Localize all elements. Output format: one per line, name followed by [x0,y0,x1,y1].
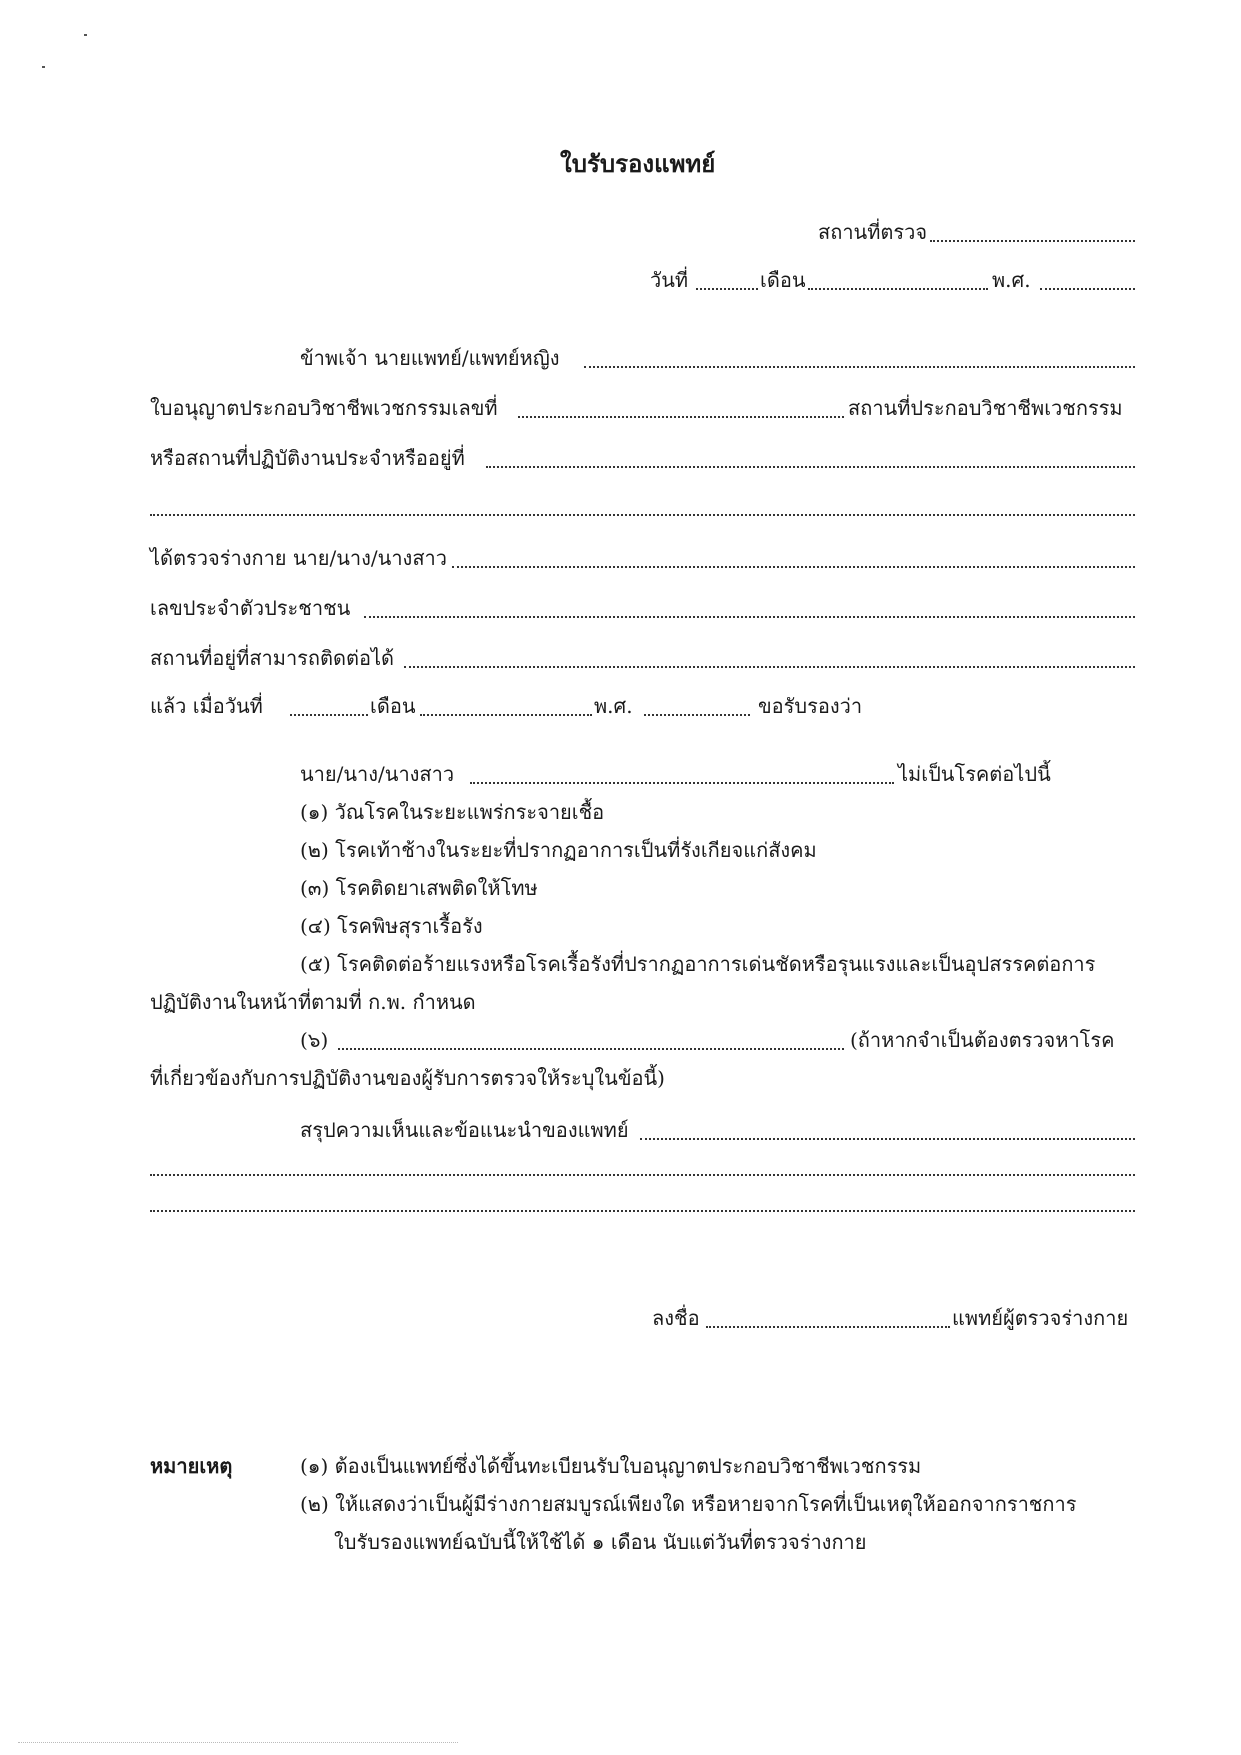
disease-item-6-continuation: ที่เกี่ยวข้องกับการปฏิบัติงานของผู้รับการตรวจให้ระบุในข้อนี้) [150,1066,665,1090]
summary-field-line3[interactable] [150,1210,1135,1212]
doctor-name-field[interactable] [584,366,1135,368]
remark-item: (๒) ให้แสดงว่าเป็นผู้มีร่างกายสมบูรณ์เพียงใด หรือหายจากโรคที่เป็นเหตุให้ออกจากราชการ [300,1492,1077,1516]
exam-place-label: สถานที่ตรวจ [818,220,928,244]
exam-month-field[interactable] [420,714,592,716]
disease-item-6-field[interactable] [338,1048,844,1050]
doctor-intro-label: ข้าพเจ้า นายแพทย์/แพทย์หญิง [300,346,560,370]
license-label: ใบอนุญาตประกอบวิชาชีพเวชกรรมเลขที่ [150,396,498,420]
page-title: ใบรับรองแพทย์ [560,149,716,178]
examined-label: ได้ตรวจร่างกาย นาย/นาง/นางสาว [150,546,447,570]
disease-item-continuation: ปฏิบัติงานในหน้าที่ตามที่ ก.พ. กำหนด [150,990,476,1014]
summary-field-line2[interactable] [150,1174,1135,1176]
disease-item: (๓) โรคติดยาเสพติดให้โทษ [300,876,538,900]
address-label: สถานที่อยู่ที่สามารถติดต่อได้ [150,646,395,670]
date-month-field[interactable] [808,288,988,290]
signature-field[interactable] [706,1326,950,1328]
date-day-field[interactable] [696,288,758,290]
disease-item: (๕) โรคติดต่อร้ายแรงหรือโรคเรื้อรังที่ปรากฏอาการเด่นชัดหรือรุนแรงและเป็นอุปสรรคต่อการ [300,952,1096,976]
disease-item-6-label: (๖) [300,1028,329,1052]
practice-place-label: สถานที่ประกอบวิชาชีพเวชกรรม [848,396,1123,420]
workplace-field[interactable] [486,466,1135,468]
summary-label: สรุปความเห็นและข้อแนะนำของแพทย์ [300,1118,629,1142]
not-disease-label: ไม่เป็นโรคต่อไปนี้ [898,762,1051,786]
cert-name-prefix: นาย/นาง/นางสาว [300,762,455,786]
id-label: เลขประจำตัวประชาชน [150,596,351,620]
disease-item: (๑) วัณโรคในระยะแพร่กระจายเชื้อ [300,800,605,824]
summary-field[interactable] [640,1138,1135,1140]
year-label: พ.ศ. [992,268,1031,292]
date-label: วันที่ [650,268,689,292]
exam-month-label: เดือน [370,694,416,718]
cert-name-field[interactable] [470,782,894,784]
scan-artifact-line [18,1742,458,1743]
license-number-field[interactable] [518,416,844,418]
exam-date-label: แล้ว เมื่อวันที่ [150,694,263,718]
disease-item-6-note: (ถ้าหากจำเป็นต้องตรวจหาโรค [850,1028,1115,1052]
remarks-label: หมายเหตุ [150,1454,233,1478]
exam-year-field[interactable] [644,714,750,716]
address-field[interactable] [404,666,1135,668]
certify-label: ขอรับรองว่า [758,694,863,718]
disease-item: (๔) โรคพิษสุราเรื้อรัง [300,914,483,938]
exam-year-label: พ.ศ. [594,694,633,718]
doctor-role-label: แพทย์ผู้ตรวจร่างกาย [952,1306,1129,1330]
id-number-field[interactable] [364,616,1135,618]
patient-name-field[interactable] [452,566,1135,568]
scan-speck [84,34,87,36]
date-year-field[interactable] [1040,288,1135,290]
disease-item: (๒) โรคเท้าช้างในระยะที่ปรากฏอาการเป็นที่รังเกียจแก่สังคม [300,838,817,862]
workplace-field-line2[interactable] [150,514,1135,516]
month-label: เดือน [760,268,806,292]
exam-place-field[interactable] [930,240,1135,242]
workplace-label: หรือสถานที่ปฏิบัติงานประจำหรืออยู่ที่ [150,446,465,470]
exam-day-field[interactable] [290,714,368,716]
remark-item-continuation: ใบรับรองแพทย์ฉบับนี้ให้ใช้ได้ ๑ เดือน นับแต่วันที่ตรวจร่างกาย [334,1530,867,1554]
scan-speck [42,66,45,68]
remark-item: (๑) ต้องเป็นแพทย์ซึ่งได้ขึ้นทะเบียนรับใบอนุญาตประกอบวิชาชีพเวชกรรม [300,1454,922,1478]
sign-label: ลงชื่อ [652,1306,700,1330]
